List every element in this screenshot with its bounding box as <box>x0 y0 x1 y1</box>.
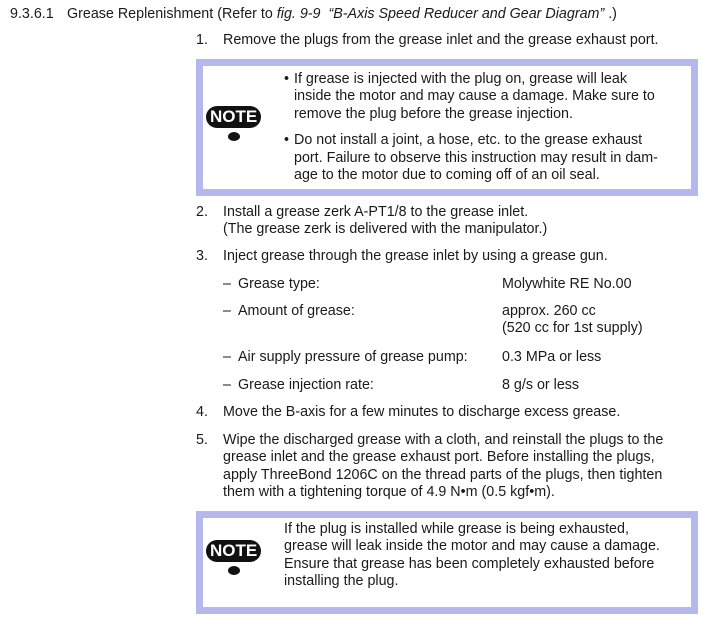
step-4 <box>196 404 706 421</box>
spec-value-rate: 8 g/s or less <box>502 377 580 393</box>
step-text: (The grease zerk is delivered with the manipulator.) <box>223 221 548 238</box>
note-box-2 <box>196 511 698 614</box>
step-5 <box>196 432 706 502</box>
step-text: grease inlet and the grease exhaust port. Before installing the plugs, <box>223 449 655 466</box>
note-line: installing the plug. <box>284 573 399 590</box>
spec-label: Amount of grease: <box>238 303 355 319</box>
spec-label-rate <box>223 377 374 394</box>
step-number: 1. <box>196 32 208 48</box>
step-2 <box>196 204 706 239</box>
step-3 <box>196 248 706 265</box>
section-number: 9.3.6.1 <box>10 6 54 22</box>
note-line: grease will leak inside the motor and may cause a damage. <box>284 538 660 555</box>
note-dot-icon <box>228 566 240 575</box>
spec-value-grease-type: Molywhite RE No.00 <box>502 276 632 292</box>
note-icon <box>206 106 261 141</box>
dash: – <box>223 303 231 319</box>
step-text: Inject grease through the grease inlet by using a grease gun. <box>223 248 608 264</box>
step-text: Install a grease zerk A-PT1/8 to the grease inlet. <box>223 204 529 220</box>
figure-title: “B-Axis Speed Reducer and Gear Diagram” <box>328 6 605 22</box>
dash: – <box>223 349 231 365</box>
note-line: remove the plug before the grease injection. <box>294 105 573 122</box>
spec-label-amount <box>223 303 355 320</box>
step-text: apply ThreeBond 1206C on the thread parts of the plugs, then tighten <box>223 466 663 483</box>
step-1 <box>196 32 706 49</box>
note-line: If grease is injected with the plug on, grease will leak <box>294 71 627 87</box>
section-title: Grease Replenishment (Refer to <box>67 6 277 22</box>
step-text: them with a tightening torque of 4.9 N•m (0.5 kgf•m). <box>223 484 555 501</box>
bullet-icon: • <box>284 132 290 149</box>
note-label: NOTE <box>206 540 261 562</box>
note-line: port. Failure to observe this instruction may result in dam- <box>294 149 658 166</box>
spec-label-grease-type <box>223 276 320 293</box>
note-line: inside the motor and may cause a damage. Make sure to <box>294 88 655 105</box>
note-dot-icon <box>228 132 240 141</box>
section-heading <box>10 5 617 23</box>
note-bullet <box>284 132 684 184</box>
note-line: Do not install a joint, a hose, etc. to the grease exhaust <box>294 132 643 149</box>
note-line: If the plug is installed while grease is being exhausted, <box>284 521 629 537</box>
spec-value-amount <box>502 303 643 338</box>
spec-label: Grease injection rate: <box>238 377 374 393</box>
dash: – <box>223 377 231 393</box>
step-text: Remove the plugs from the grease inlet and the grease exhaust port. <box>223 32 659 48</box>
note-1-text <box>284 71 684 184</box>
step-number: 2. <box>196 204 208 220</box>
step-number: 4. <box>196 404 208 420</box>
spec-value-line: (520 cc for 1st supply) <box>502 320 643 337</box>
step-text: Move the B-axis for a few minutes to discharge excess grease. <box>223 404 621 420</box>
section-title-suffix: .) <box>608 6 617 22</box>
note-icon <box>206 540 261 575</box>
figure-reference: fig. 9-9 <box>276 6 321 22</box>
note-line: age to the motor due to coming off of an oil seal. <box>294 167 600 184</box>
spec-label-pressure <box>223 349 468 366</box>
spec-value-pressure: 0.3 MPa or less <box>502 349 602 365</box>
spec-label: Grease type: <box>238 276 320 292</box>
spec-value-line: approx. 260 cc <box>502 303 596 319</box>
spec-label: Air supply pressure of grease pump: <box>238 349 468 365</box>
bullet-icon: • <box>284 71 290 87</box>
step-number: 3. <box>196 248 208 264</box>
note-bullet <box>284 71 684 123</box>
note-line: Ensure that grease has been completely exhausted before <box>284 555 655 572</box>
note-box-1 <box>196 59 698 196</box>
dash: – <box>223 276 231 292</box>
note-label: NOTE <box>206 106 261 128</box>
step-text: Wipe the discharged grease with a cloth, and reinstall the plugs to the <box>223 432 664 448</box>
step-number: 5. <box>196 432 208 448</box>
note-2-text <box>284 521 684 591</box>
